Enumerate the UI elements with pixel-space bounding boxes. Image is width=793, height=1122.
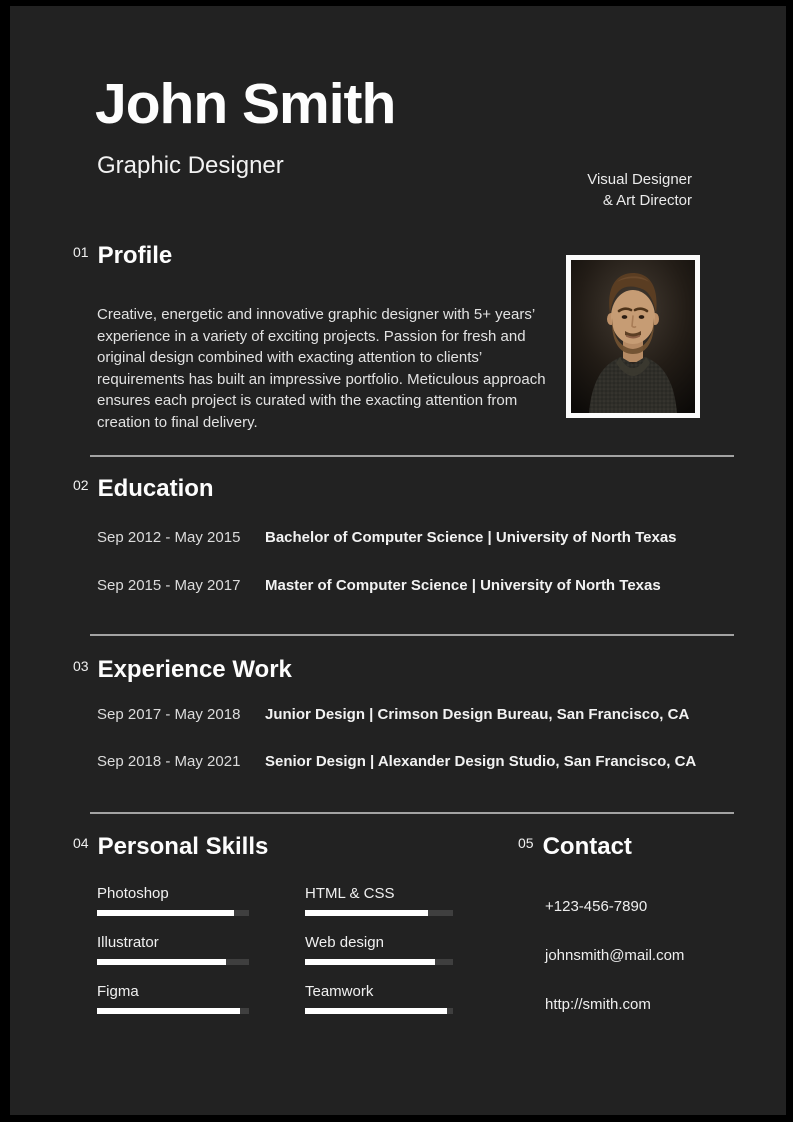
resume-page [10, 6, 786, 1115]
experience-detail: Senior Design | Alexander Design Studio, San Francisco, CA [265, 753, 697, 770]
skill-item [97, 934, 249, 965]
skill-label: Web design [305, 934, 384, 951]
skill-item [305, 983, 453, 1014]
education-detail: Master of Computer Science | University of North Texas [265, 577, 661, 594]
job-title: Graphic Designer [97, 152, 284, 179]
contact-email: johnsmith@mail.com [545, 947, 685, 964]
contact-website: http://smith.com [545, 996, 651, 1013]
profile-section-header [73, 243, 172, 269]
education-detail: Bachelor of Computer Science | University of North Texas [265, 529, 677, 546]
education-heading: Education [97, 475, 214, 502]
experience-section-header [73, 657, 292, 683]
divider [90, 634, 734, 636]
education-row [97, 529, 737, 546]
skill-item [97, 885, 249, 916]
person-name: John Smith [95, 72, 396, 136]
experience-detail: Junior Design | Crimson Design Bureau, San Francisco, CA [265, 706, 690, 723]
profile-text: Creative, energetic and innovative graphic designer with 5+ years’ experience in a variety of exciting projects. Passion for fresh and original design combined with exacting attention to clients’ requirements has built an impressive portfolio. Meticulous approach ensures each project is curated with the exacting attention from creation to final delivery. [97, 306, 546, 431]
portrait-illustration [571, 260, 695, 413]
education-dates: Sep 2015 - May 2017 [97, 577, 241, 594]
education-dates: Sep 2012 - May 2015 [97, 529, 241, 546]
profile-photo [566, 255, 700, 418]
skill-bar-fill [305, 1008, 447, 1014]
experience-heading: Experience Work [97, 656, 292, 683]
skill-bar [97, 959, 249, 965]
education-section-header [73, 476, 214, 502]
skill-bar-fill [305, 910, 428, 916]
skills-section-header [73, 834, 268, 860]
education-row [97, 577, 737, 594]
secondary-title-line1: Visual Designer [587, 171, 692, 188]
skill-label: Illustrator [97, 934, 159, 951]
skill-bar [305, 910, 453, 916]
experience-dates: Sep 2018 - May 2021 [97, 753, 241, 770]
skill-item [305, 934, 453, 965]
skills-grid [97, 885, 453, 1014]
section-number: 03 [73, 658, 89, 674]
secondary-title [587, 169, 692, 211]
contact-list [545, 898, 684, 1045]
skill-bar [305, 959, 453, 965]
skill-label: Photoshop [97, 885, 169, 902]
skill-label: Figma [97, 983, 139, 1000]
experience-dates: Sep 2017 - May 2018 [97, 706, 241, 723]
contact-heading: Contact [542, 833, 632, 860]
skill-label: Teamwork [305, 983, 374, 1000]
skill-bar [305, 1008, 453, 1014]
skill-bar [97, 910, 249, 916]
experience-row [97, 753, 737, 770]
skill-label: HTML & CSS [305, 885, 395, 902]
section-number: 05 [518, 835, 534, 851]
skill-bar-fill [97, 959, 226, 965]
divider [90, 455, 734, 457]
skills-heading: Personal Skills [97, 833, 269, 860]
secondary-title-line2: & Art Director [602, 192, 692, 209]
profile-heading: Profile [97, 242, 173, 269]
skill-bar-fill [97, 910, 234, 916]
section-number: 01 [73, 244, 89, 260]
skill-item [305, 885, 453, 916]
skill-bar-fill [305, 959, 435, 965]
contact-section-header [518, 834, 632, 860]
experience-row [97, 706, 737, 723]
contact-phone: +123-456-7890 [545, 898, 648, 915]
skill-bar [97, 1008, 249, 1014]
skill-item [97, 983, 249, 1014]
section-number: 04 [73, 835, 89, 851]
section-number: 02 [73, 477, 89, 493]
skill-bar-fill [97, 1008, 240, 1014]
divider [90, 812, 734, 814]
